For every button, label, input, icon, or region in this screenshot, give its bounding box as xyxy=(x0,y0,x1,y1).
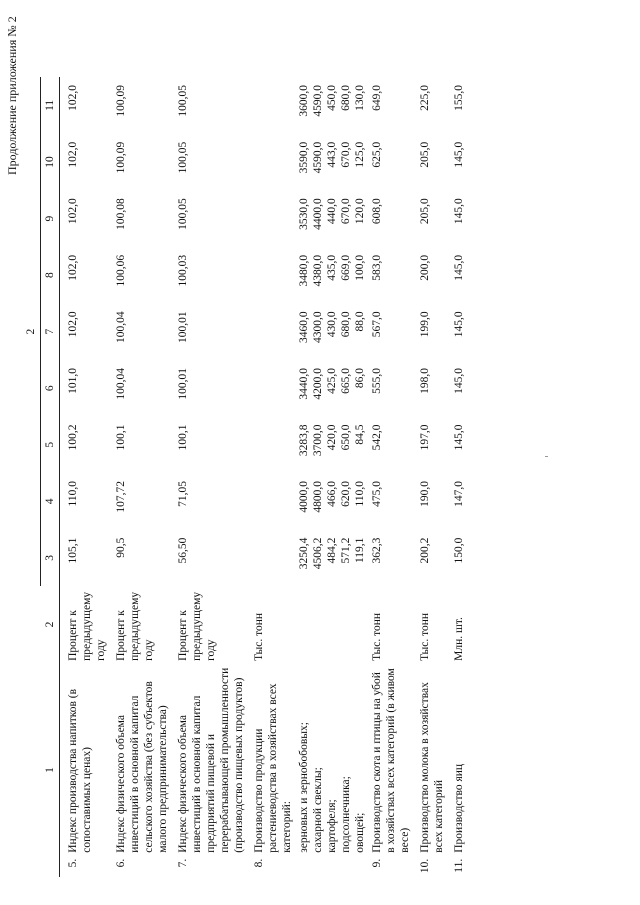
value-cell: 200,2 xyxy=(419,537,431,564)
value-cell: 145,0 xyxy=(453,141,465,168)
value-cell: 3250,4 xyxy=(298,537,310,570)
value-cell: 110,0 xyxy=(354,481,366,507)
value-cell: 4200,0 xyxy=(312,367,324,400)
value-cell: 650,0 xyxy=(340,424,352,451)
value-cell xyxy=(249,360,297,417)
value-cell: 669,0 xyxy=(340,254,352,281)
unit-cell: Процент к предыдущему году xyxy=(115,591,155,661)
column-number-row xyxy=(41,77,60,877)
data-table xyxy=(22,77,469,877)
col-number: 4 xyxy=(41,473,60,530)
value-cell: 125,0 xyxy=(354,141,366,168)
value-cell: 100,05 xyxy=(177,198,189,230)
value-cell: 145,0 xyxy=(453,311,465,338)
value-cell: 3480,0 xyxy=(298,254,310,287)
value-cell: 430,0 xyxy=(326,311,338,338)
value-cell: 198,0 xyxy=(419,367,431,394)
value-cell: 100,1 xyxy=(115,424,127,451)
value-cell: 567,0 xyxy=(371,311,383,338)
value-cell xyxy=(249,303,297,360)
value-cell: 107,72 xyxy=(115,481,127,513)
table-row xyxy=(173,77,249,877)
value-cell: 555,0 xyxy=(371,367,383,394)
unit-cell: Тыс. тонн xyxy=(419,612,431,661)
value-cell: 110,0 xyxy=(67,481,79,507)
value-cell: 100,04 xyxy=(115,367,127,400)
value-cell: 145,0 xyxy=(453,198,465,225)
value-cell: 100,05 xyxy=(177,141,189,174)
value-cell: 4000,0 xyxy=(298,481,310,513)
value-cell: 147,0 xyxy=(453,481,465,507)
value-cell: 197,0 xyxy=(419,424,431,451)
unit-cell: Тыс. тонн xyxy=(371,612,383,661)
value-cell: 86,0 xyxy=(354,367,366,389)
indicator-name: картофеля; xyxy=(326,799,338,853)
unit-cell xyxy=(297,586,311,663)
value-cell: 100,01 xyxy=(177,367,189,400)
row-number xyxy=(353,855,367,877)
value-cell: 425,0 xyxy=(326,367,338,394)
value-cell: 100,06 xyxy=(115,254,127,287)
value-cell: 680,0 xyxy=(340,311,352,338)
value-cell: 190,0 xyxy=(419,481,431,507)
value-cell: 102,0 xyxy=(67,254,79,281)
table-row xyxy=(367,77,415,877)
value-cell: 145,0 xyxy=(453,367,465,394)
value-cell: 3440,0 xyxy=(298,367,310,400)
value-cell: 102,0 xyxy=(67,198,79,225)
value-cell xyxy=(249,530,297,587)
value-cell: 649,0 xyxy=(371,85,383,111)
value-cell: 155,0 xyxy=(453,85,465,111)
unit-cell xyxy=(325,586,339,663)
col-number: 9 xyxy=(41,190,60,247)
value-cell xyxy=(249,77,297,134)
col-number: 7 xyxy=(41,303,60,360)
row-number xyxy=(339,855,353,877)
col-number: 1 xyxy=(41,663,60,877)
row-number xyxy=(311,855,325,877)
row-number xyxy=(297,855,311,877)
value-cell: 130,0 xyxy=(354,85,366,111)
row-number: 9. xyxy=(371,858,383,868)
row-number: 10. xyxy=(419,858,431,874)
indicator-name: Производство яиц xyxy=(453,763,465,853)
value-cell: 100,03 xyxy=(177,254,189,287)
value-cell: 199,0 xyxy=(419,311,431,338)
value-cell: 362,3 xyxy=(371,537,383,564)
value-cell: 4800,0 xyxy=(312,481,324,513)
row-number: 6. xyxy=(115,858,127,868)
indicator-name: сахарной свеклы; xyxy=(312,767,324,853)
value-cell: 100,1 xyxy=(177,424,189,451)
value-cell: 466,0 xyxy=(326,481,338,507)
table-row xyxy=(449,77,469,877)
table-row xyxy=(60,77,112,877)
col-number: 3 xyxy=(41,530,60,587)
unit-cell: Млн. шт. xyxy=(453,617,465,661)
value-cell: 200,0 xyxy=(419,254,431,281)
col-number: 8 xyxy=(41,247,60,304)
value-cell: 608,0 xyxy=(371,198,383,225)
indicator-name: Производство продукции растениеводства в хозяйствах всех категорий: xyxy=(253,683,293,853)
value-cell: 3700,0 xyxy=(312,424,324,457)
value-cell: 84,5 xyxy=(354,424,366,445)
value-cell: 3460,0 xyxy=(298,311,310,344)
value-cell: 4506,2 xyxy=(312,537,324,570)
value-cell xyxy=(249,416,297,473)
value-cell: 145,0 xyxy=(453,254,465,281)
table-row xyxy=(353,77,367,877)
table-row xyxy=(325,77,339,877)
value-cell: 56,50 xyxy=(177,537,189,564)
value-cell xyxy=(249,247,297,304)
value-cell: 440,0 xyxy=(326,198,338,225)
unit-cell xyxy=(311,586,325,663)
value-cell: 105,1 xyxy=(67,537,79,564)
value-cell: 102,0 xyxy=(67,311,79,338)
value-cell: 670,0 xyxy=(340,141,352,168)
value-cell: 101,0 xyxy=(67,367,79,394)
indicator-name: Индекс производства напитков (в сопоставимых ценах) xyxy=(67,688,93,853)
value-cell: 4590,0 xyxy=(312,141,324,174)
unit-cell: Тыс. тонн xyxy=(253,612,265,661)
value-cell: 4400,0 xyxy=(312,198,324,230)
table-row xyxy=(415,77,449,877)
scan-mark xyxy=(545,456,548,457)
unit-cell xyxy=(353,586,367,663)
row-number xyxy=(325,855,339,877)
value-cell: 150,0 xyxy=(453,537,465,564)
value-cell: 145,0 xyxy=(453,424,465,451)
value-cell: 120,0 xyxy=(354,198,366,225)
col-number: 11 xyxy=(41,77,60,134)
value-cell: 583,0 xyxy=(371,254,383,281)
table-row xyxy=(249,77,297,877)
value-cell: 205,0 xyxy=(419,198,431,225)
value-cell: 484,2 xyxy=(326,537,338,564)
continuation-note: Продолжение приложения № 2 xyxy=(5,16,19,175)
value-cell: 119,1 xyxy=(354,537,366,564)
value-cell: 3590,0 xyxy=(298,141,310,174)
value-cell: 625,0 xyxy=(371,141,383,168)
value-cell: 71,05 xyxy=(177,481,189,507)
value-cell: 102,0 xyxy=(67,85,79,111)
value-cell: 102,0 xyxy=(67,141,79,168)
value-cell: 450,0 xyxy=(326,85,338,111)
value-cell xyxy=(249,190,297,247)
indicator-name: подсолнечника; xyxy=(340,776,352,853)
indicator-name: Производство скота и птицы на убой в хозяйствах всех категорий (в живом весе) xyxy=(371,668,411,853)
value-cell: 225,0 xyxy=(419,85,431,111)
col-number: 10 xyxy=(41,134,60,191)
indicator-name: зерновых и зернобобовых; xyxy=(298,722,310,853)
table-row xyxy=(297,77,311,877)
row-number: 5. xyxy=(67,858,79,868)
value-cell: 90,5 xyxy=(115,537,127,558)
value-cell: 620,0 xyxy=(340,481,352,507)
indicator-name: Индекс физического объема инвестиций в основной капитал сельского хозяйства (без субъектов малого предпринимательства) xyxy=(115,681,169,853)
value-cell: 475,0 xyxy=(371,481,383,507)
row-number: 11. xyxy=(453,858,465,873)
col-number: 5 xyxy=(41,416,60,473)
value-cell: 100,08 xyxy=(115,198,127,230)
value-cell: 443,0 xyxy=(326,141,338,168)
value-cell: 571,2 xyxy=(340,537,352,564)
table-row xyxy=(311,77,325,877)
col-number: 6 xyxy=(41,360,60,417)
value-cell: 3283,8 xyxy=(298,424,310,457)
value-cell: 100,09 xyxy=(115,141,127,174)
value-cell xyxy=(249,134,297,191)
value-cell: 100,0 xyxy=(354,254,366,281)
indicator-name: овощей; xyxy=(354,812,366,853)
value-cell: 4300,0 xyxy=(312,311,324,344)
value-cell: 665,0 xyxy=(340,367,352,394)
value-cell: 4590,0 xyxy=(312,85,324,117)
value-cell: 3600,0 xyxy=(298,85,310,117)
value-cell: 100,01 xyxy=(177,311,189,344)
row-number: 8. xyxy=(253,858,265,868)
value-cell: 542,0 xyxy=(371,424,383,451)
value-cell xyxy=(249,473,297,530)
unit-cell: Процент к предыдущему году xyxy=(67,591,107,661)
value-cell: 100,09 xyxy=(115,85,127,117)
group-header: 2 xyxy=(22,77,41,586)
value-cell: 680,0 xyxy=(340,85,352,111)
indicator-name: Индекс физического объема инвестиций в основной капитал предприятий пищевой и перерабатывающей промышленности (производство пищевых продуктов) xyxy=(177,667,245,853)
indicator-name: Производство молока в хозяйствах всех категорий xyxy=(419,682,445,853)
value-cell: 88,0 xyxy=(354,311,366,332)
unit-cell xyxy=(339,586,353,663)
value-cell: 3530,0 xyxy=(298,198,310,230)
value-cell: 100,2 xyxy=(67,424,79,451)
row-number: 7. xyxy=(177,858,189,868)
value-cell: 100,04 xyxy=(115,311,127,344)
group-header-row xyxy=(22,77,41,877)
table-row xyxy=(111,77,173,877)
value-cell: 205,0 xyxy=(419,141,431,168)
value-cell: 100,05 xyxy=(177,85,189,117)
value-cell: 670,0 xyxy=(340,198,352,225)
table-row xyxy=(339,77,353,877)
col-number: 2 xyxy=(41,586,60,663)
value-cell: 4380,0 xyxy=(312,254,324,287)
value-cell: 435,0 xyxy=(326,254,338,281)
value-cell: 420,0 xyxy=(326,424,338,451)
unit-cell: Процент к предыдущему году xyxy=(177,591,217,661)
